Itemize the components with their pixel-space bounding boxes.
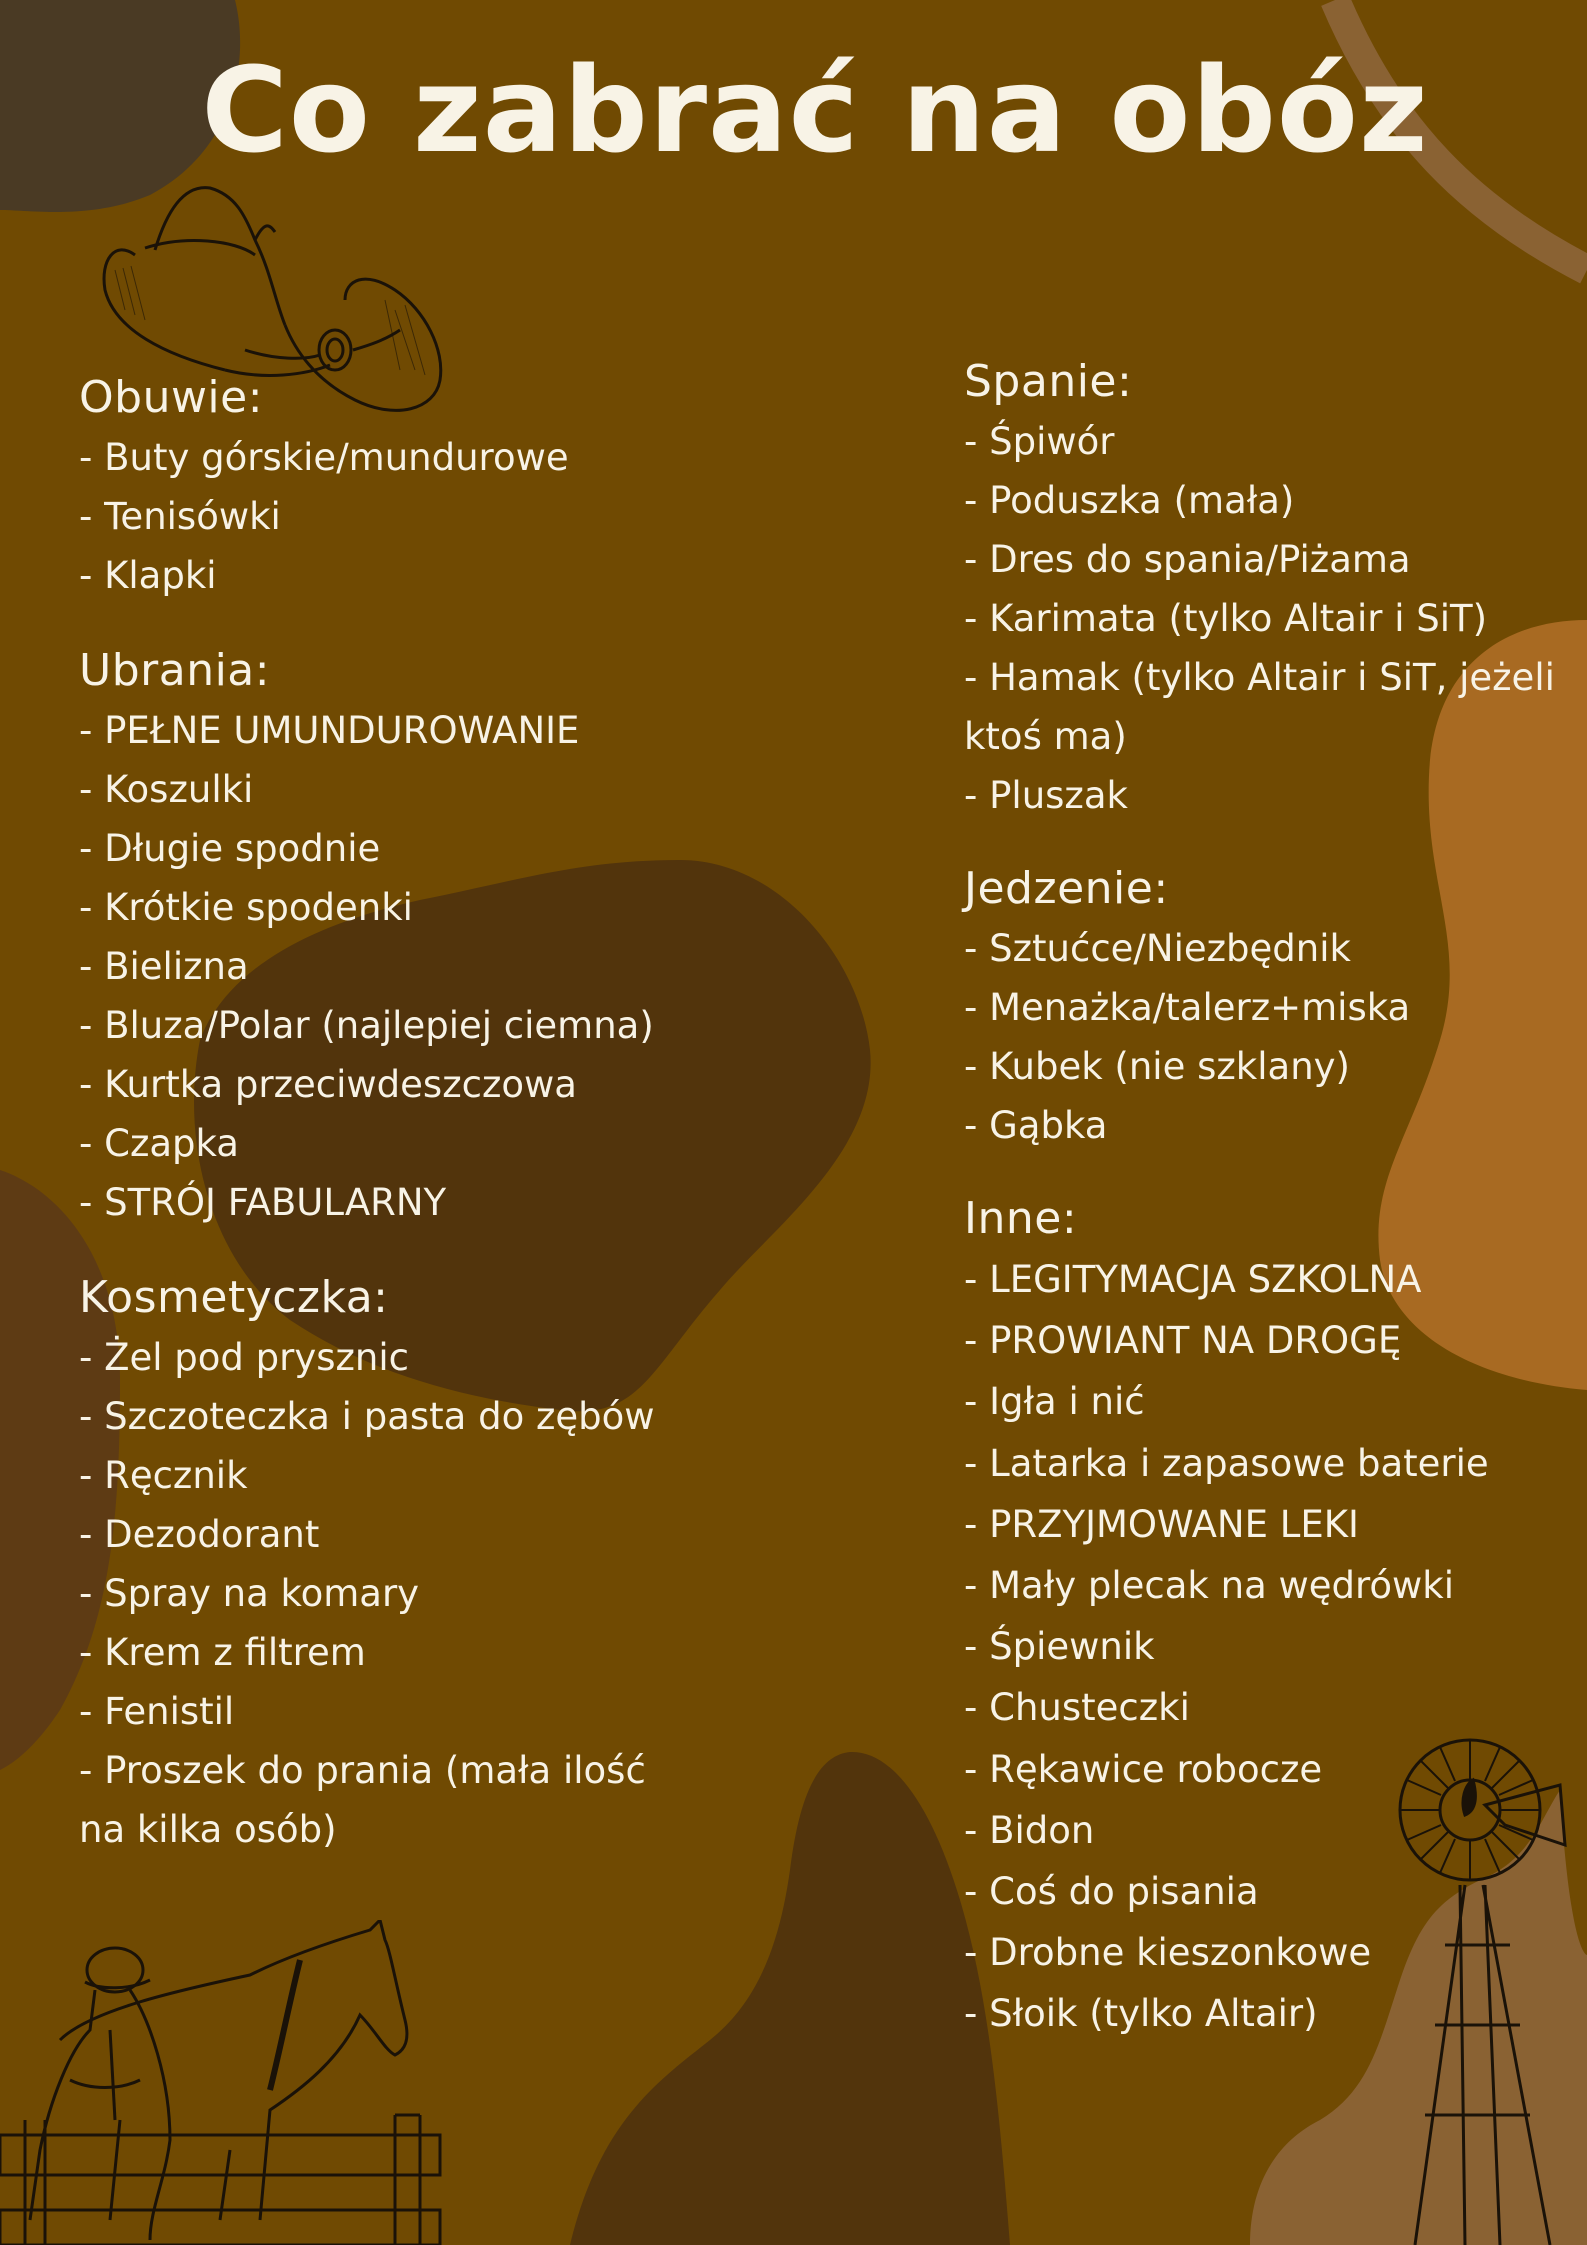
- list-item: - Kubek (nie szklany): [964, 1045, 1350, 1088]
- section-heading: Kosmetyczka:: [79, 1272, 389, 1323]
- section-spanie: [964, 352, 1584, 825]
- section-jedzenie: [964, 859, 1584, 1155]
- section-ubrania: [79, 641, 799, 1232]
- item-list: [964, 412, 1584, 825]
- item-list: [964, 919, 1584, 1155]
- list-item: - Słoik (tylko Altair): [964, 1992, 1318, 2036]
- list-item: - Proszek do prania (mała ilość na kilka osób): [79, 1749, 646, 1851]
- list-item: - Rękawice robocze: [964, 1747, 1323, 1791]
- list-item: - Pluszak: [964, 774, 1128, 817]
- list-item: - Bielizna: [79, 945, 249, 988]
- cowboy-horse-fence-illustration: [0, 1920, 460, 2245]
- list-item: - Tenisówki: [79, 495, 281, 538]
- section-heading: Spanie:: [964, 356, 1133, 407]
- list-item: - Krótkie spodenki: [79, 886, 413, 929]
- list-item: - Spray na komary: [79, 1572, 420, 1615]
- list-item: - Dezodorant: [79, 1513, 320, 1556]
- list-item: - Drobne kieszonkowe: [964, 1931, 1372, 1975]
- page-title: Co zabrać na obóz: [201, 41, 1429, 179]
- list-item: - LEGITYMACJA SZKOLNA: [964, 1258, 1422, 1301]
- list-item: - STRÓJ FABULARNY: [79, 1181, 447, 1224]
- item-list: [79, 428, 799, 605]
- list-item: - PRZYJMOWANE LEKI: [964, 1502, 1359, 1546]
- left-column: [79, 368, 799, 1859]
- list-item: - Fenistil: [79, 1690, 235, 1733]
- list-item: - PROWIANT NA DROGĘ: [964, 1319, 1402, 1363]
- list-item: - Kurtka przeciwdeszczowa: [79, 1063, 577, 1106]
- list-item: - Krem z filtrem: [79, 1631, 366, 1674]
- list-item: - Czapka: [79, 1122, 239, 1165]
- item-list: [79, 1328, 679, 1859]
- list-item: - Śpiwór: [964, 420, 1115, 463]
- list-item: - Chusteczki: [964, 1686, 1190, 1730]
- list-item: - Hamak (tylko Altair i SiT, jeżeli ktoś ma): [964, 656, 1555, 758]
- right-column: [964, 352, 1584, 2045]
- section-heading: Ubrania:: [79, 645, 271, 696]
- list-item: - Żel pod prysznic: [79, 1336, 410, 1379]
- list-item: - Koszulki: [79, 768, 254, 811]
- list-item: - Szczoteczka i pasta do zębów: [79, 1395, 655, 1438]
- list-item: - Igła i nić: [964, 1380, 1145, 1424]
- section-obuwie: [79, 368, 799, 605]
- section-heading: Obuwie:: [79, 372, 264, 423]
- item-list: [964, 1249, 1584, 2045]
- list-item: - Klapki: [79, 554, 217, 597]
- list-item: - PEŁNE UMUNDUROWANIE: [79, 709, 580, 752]
- list-item: - Menażka/talerz+miska: [964, 986, 1411, 1029]
- list-item: - Mały plecak na wędrówki: [964, 1564, 1455, 1608]
- item-list: [79, 701, 799, 1232]
- list-item: - Ręcznik: [79, 1454, 248, 1497]
- list-item: - Dres do spania/Piżama: [964, 538, 1411, 581]
- section-heading: Jedzenie:: [964, 863, 1169, 914]
- section-kosmetyczka: [79, 1268, 799, 1859]
- list-item: - Latarka i zapasowe baterie: [964, 1441, 1489, 1485]
- list-item: - Buty górskie/mundurowe: [79, 436, 569, 479]
- list-item: - Bidon: [964, 1808, 1095, 1852]
- list-item: - Bluza/Polar (najlepiej ciemna): [79, 1004, 654, 1047]
- list-item: - Gąbka: [964, 1104, 1108, 1147]
- list-item: - Poduszka (mała): [964, 479, 1295, 522]
- section-heading: Inne:: [964, 1193, 1078, 1244]
- list-item: - Długie spodnie: [79, 827, 381, 870]
- list-item: - Coś do pisania: [964, 1870, 1259, 1914]
- list-item: - Sztućce/Niezbędnik: [964, 927, 1351, 970]
- section-inne: [964, 1189, 1584, 2045]
- list-item: - Karimata (tylko Altair i SiT): [964, 597, 1488, 640]
- list-item: - Śpiewnik: [964, 1625, 1155, 1669]
